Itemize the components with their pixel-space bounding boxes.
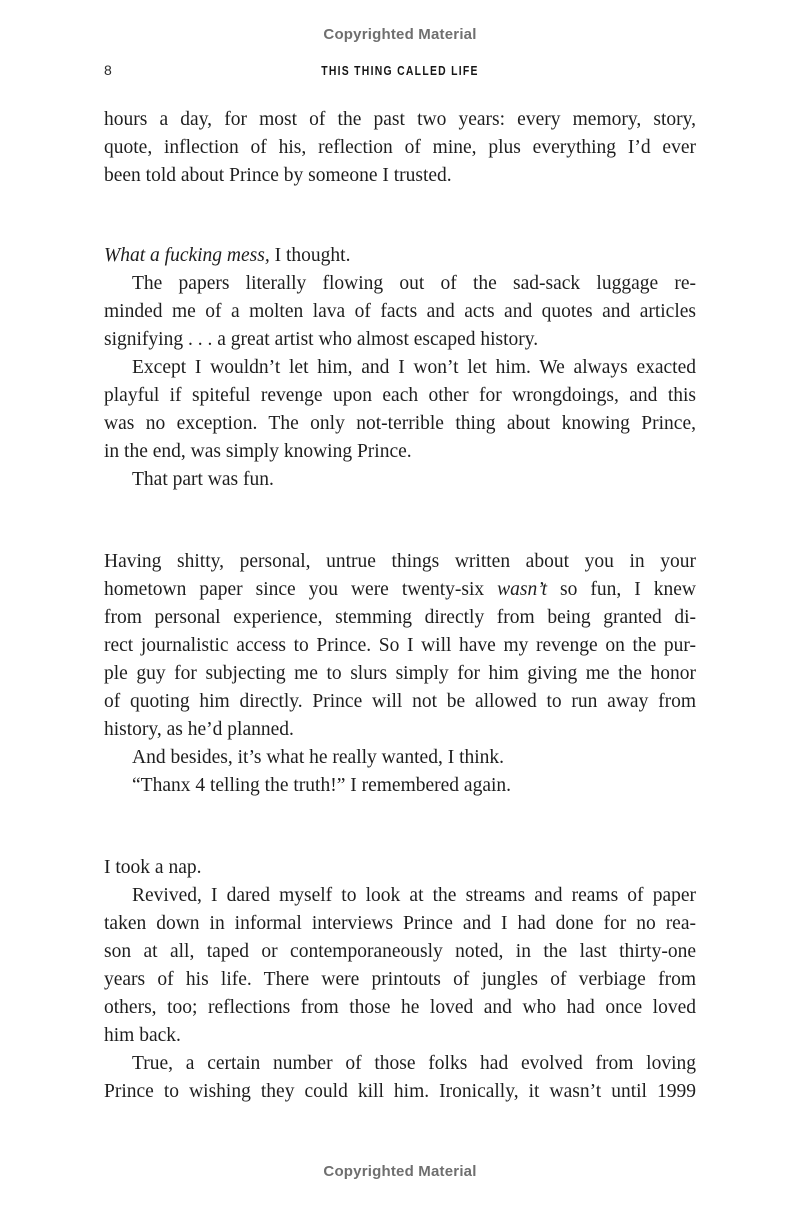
text-segment: Prince to wishing they could kill him. Ironically, it wasn’t until 1999 bbox=[104, 1081, 696, 1102]
text-segment: him back. bbox=[104, 1025, 181, 1046]
text-section bbox=[104, 548, 696, 800]
text-line bbox=[104, 854, 696, 882]
copyright-notice-top: Copyrighted Material bbox=[323, 26, 477, 43]
text-line bbox=[132, 882, 696, 910]
text-line bbox=[132, 270, 696, 298]
text-segment: I took a nap. bbox=[104, 857, 202, 878]
text-line bbox=[104, 1078, 696, 1106]
text-segment: hometown paper since you were twenty-six bbox=[104, 579, 498, 600]
text-line bbox=[104, 966, 696, 994]
text-line bbox=[132, 354, 696, 382]
text-line bbox=[104, 410, 696, 438]
text-segment: son at all, taped or contemporaneously noted, in the last thirty-one bbox=[104, 941, 696, 962]
text-segment: Except I wouldn’t let him, and I won’t let him. We always exacted bbox=[132, 357, 696, 378]
paragraph bbox=[104, 744, 696, 772]
text-segment: quote, inflection of his, reflection of mine, plus everything I’d ever bbox=[104, 137, 696, 158]
paragraph bbox=[104, 270, 696, 354]
text-line bbox=[104, 382, 696, 410]
text-line bbox=[104, 938, 696, 966]
text-segment: years of his life. There were printouts of jungles of verbiage from bbox=[104, 969, 696, 990]
text-line bbox=[104, 1022, 696, 1050]
text-line bbox=[104, 134, 696, 162]
text-line bbox=[104, 298, 696, 326]
text-line bbox=[104, 910, 696, 938]
text-segment: I thought. bbox=[269, 245, 351, 266]
page-number: 8 bbox=[104, 62, 112, 78]
text-line bbox=[104, 548, 696, 576]
italic-text: wasn’t bbox=[497, 579, 548, 600]
text-segment: hours a day, for most of the past two years: every memory, story, bbox=[104, 109, 696, 130]
text-segment: signifying . . . a great artist who almost escaped history. bbox=[104, 329, 539, 350]
text-segment: Having shitty, personal, untrue things written about you in your bbox=[104, 551, 696, 572]
text-line bbox=[104, 326, 696, 354]
text-segment: taken down in informal interviews Prince and I had done for no rea- bbox=[104, 913, 696, 934]
text-segment: And besides, it’s what he really wanted, I think. bbox=[132, 747, 505, 768]
text-segment: playful if spiteful revenge upon each other for wrongdoings, and this bbox=[104, 385, 696, 406]
text-segment: “Thanx 4 telling the truth!” I remembered again. bbox=[132, 775, 512, 796]
paragraph bbox=[104, 772, 696, 800]
text-segment: been told about Prince by someone I trusted. bbox=[104, 165, 452, 186]
text-segment: history, as he’d planned. bbox=[104, 719, 294, 740]
text-segment: so fun, I knew bbox=[547, 579, 696, 600]
text-segment: Revived, I dared myself to look at the streams and reams of paper bbox=[132, 885, 696, 906]
text-line bbox=[132, 744, 696, 772]
text-section bbox=[104, 106, 696, 190]
paragraph bbox=[104, 854, 696, 882]
paragraph bbox=[104, 548, 696, 744]
text-line bbox=[104, 106, 696, 134]
text-line bbox=[104, 162, 696, 190]
text-line bbox=[104, 604, 696, 632]
text-segment: True, a certain number of those folks had evolved from loving bbox=[132, 1053, 696, 1074]
copyright-notice-bottom: Copyrighted Material bbox=[323, 1163, 477, 1180]
text-line bbox=[132, 772, 696, 800]
text-segment: others, too; reflections from those he loved and who had once loved bbox=[104, 997, 696, 1018]
paragraph bbox=[104, 354, 696, 466]
italic-text: What a fucking mess, bbox=[104, 245, 270, 266]
paragraph bbox=[104, 242, 696, 270]
paragraph bbox=[104, 882, 696, 1050]
text-line bbox=[132, 1050, 696, 1078]
text-line bbox=[104, 438, 696, 466]
text-section bbox=[104, 854, 696, 1106]
text-segment: was no exception. The only not-terrible thing about knowing Prince, bbox=[104, 413, 696, 434]
text-segment: rect journalistic access to Prince. So I will have my revenge on the pur- bbox=[104, 635, 696, 656]
text-segment: in the end, was simply knowing Prince. bbox=[104, 441, 412, 462]
text-section bbox=[104, 242, 696, 494]
text-line bbox=[104, 660, 696, 688]
paragraph bbox=[104, 1050, 696, 1106]
text-segment: That part was fun. bbox=[132, 469, 274, 490]
paragraph bbox=[104, 466, 696, 494]
running-header: THIS THING CALLED LIFE bbox=[321, 63, 479, 78]
text-segment: The papers literally flowing out of the sad-sack luggage re- bbox=[132, 273, 696, 294]
text-segment: of quoting him directly. Prince will not be allowed to run away from bbox=[104, 691, 696, 712]
text-line bbox=[104, 688, 696, 716]
text-segment: from personal experience, stemming directly from being granted di- bbox=[104, 607, 696, 628]
paragraph bbox=[104, 106, 696, 190]
text-line bbox=[104, 994, 696, 1022]
text-line bbox=[104, 576, 696, 604]
text-line bbox=[104, 716, 696, 744]
text-line bbox=[104, 242, 696, 270]
text-segment: minded me of a molten lava of facts and acts and quotes and articles bbox=[104, 301, 696, 322]
text-segment: ple guy for subjecting me to slurs simply for him giving me the honor bbox=[104, 663, 696, 684]
text-line bbox=[132, 466, 696, 494]
text-line bbox=[104, 632, 696, 660]
